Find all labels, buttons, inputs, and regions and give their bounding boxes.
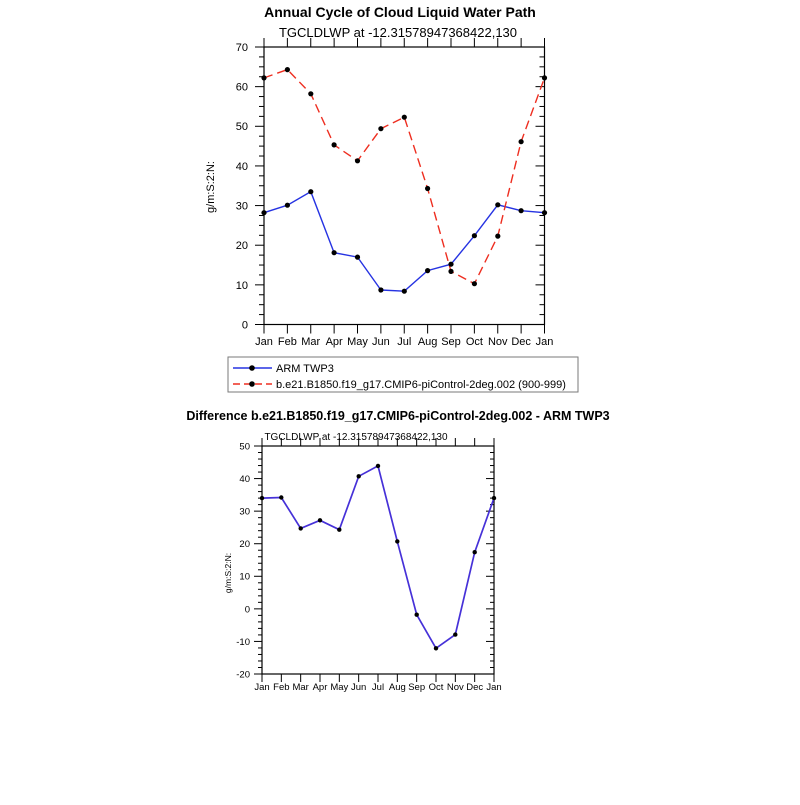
x-tick-label: Apr [312, 682, 328, 693]
data-point-marker [519, 208, 524, 213]
data-point-marker [453, 632, 457, 636]
y-tick-label: 10 [239, 571, 250, 583]
data-point-marker [261, 75, 266, 80]
series-line [264, 70, 545, 284]
plot-frame [262, 446, 494, 674]
data-point-marker [425, 268, 430, 273]
x-tick-label: Sep [408, 682, 426, 693]
y-tick-label: 20 [239, 539, 250, 551]
x-tick-label: Nov [446, 682, 464, 693]
x-tick-label: Jun [372, 336, 390, 348]
data-point-marker [260, 496, 264, 500]
x-tick-label: Apr [325, 336, 343, 348]
data-point-marker [308, 91, 313, 96]
x-tick-label: Dec [466, 682, 484, 693]
data-point-marker [542, 210, 547, 215]
data-point-marker [355, 158, 360, 163]
data-point-marker [378, 287, 383, 292]
data-point-marker [448, 269, 453, 274]
y-tick-label: 60 [235, 81, 248, 94]
y-tick-label: 40 [235, 160, 248, 173]
data-point-marker [355, 255, 360, 260]
y-tick-label: 10 [235, 279, 248, 292]
x-tick-label: Feb [277, 336, 297, 348]
data-point-marker [332, 250, 337, 255]
legend-label-model-run: b.e21.B1850.f19_g17.CMIP6-piControl-2deg.002 (900-999) [276, 379, 566, 391]
chart1-y-axis-label: g/m:S:2:N: [205, 161, 217, 213]
data-point-marker [542, 75, 547, 80]
x-tick-label: Mar [292, 682, 309, 693]
y-tick-label: 70 [235, 41, 248, 54]
data-point-marker [376, 464, 380, 468]
data-point-marker [434, 646, 438, 650]
x-tick-label: Jul [397, 336, 412, 348]
data-point-marker [318, 518, 322, 522]
y-tick-label: 40 [239, 473, 250, 485]
data-point-marker [472, 233, 477, 238]
y-tick-label: 50 [239, 441, 250, 453]
data-point-marker [337, 528, 341, 532]
data-point-marker [473, 550, 477, 554]
y-tick-label: 50 [235, 121, 248, 134]
chart2-title: Difference b.e21.B1850.f19_g17.CMIP6-piControl-2deg.002 - ARM TWP3 [186, 409, 610, 423]
data-point-marker [495, 202, 500, 207]
series-line [264, 192, 545, 292]
x-tick-label: May [347, 336, 368, 348]
x-tick-label: Dec [511, 336, 531, 348]
chart2-y-axis-label: g/m:S:2:N: [223, 552, 233, 594]
data-point-marker [402, 115, 407, 120]
data-point-marker [279, 495, 283, 499]
y-tick-label: 30 [239, 506, 250, 518]
x-tick-label: Jun [351, 682, 367, 693]
data-point-marker [285, 67, 290, 72]
legend-marker-icon [249, 381, 255, 387]
chart1-title: Annual Cycle of Cloud Liquid Water Path [264, 4, 536, 20]
legend-label-arm-twp3: ARM TWP3 [276, 363, 334, 375]
x-tick-label: Jan [254, 682, 270, 693]
series-line [262, 466, 494, 648]
data-point-marker [378, 126, 383, 131]
chart2-subtitle: TGCLDLWP at -12.31578947368422,130 [264, 432, 448, 443]
chart1-plot-area [236, 38, 554, 348]
chart2-plot-area [236, 438, 501, 693]
x-tick-label: Aug [417, 336, 438, 348]
data-point-marker [402, 289, 407, 294]
data-point-marker [448, 262, 453, 267]
x-tick-label: Oct [428, 682, 444, 693]
data-point-marker [285, 203, 290, 208]
data-point-marker [308, 189, 313, 194]
chart1-subtitle: TGCLDLWP at -12.31578947368422,130 [278, 25, 518, 40]
data-point-marker [519, 139, 524, 144]
data-point-marker [415, 613, 419, 617]
x-tick-label: Mar [301, 336, 321, 348]
legend-marker-icon [249, 365, 255, 371]
y-tick-label: 20 [235, 240, 248, 253]
x-tick-label: Jan [535, 336, 554, 348]
x-tick-label: Jan [486, 682, 502, 693]
y-tick-label: -10 [236, 636, 250, 648]
x-tick-label: May [330, 682, 349, 693]
y-tick-label: 0 [241, 319, 248, 332]
x-tick-label: Nov [487, 336, 508, 348]
x-tick-label: Sep [441, 336, 461, 348]
x-tick-label: Jul [371, 682, 385, 693]
y-tick-label: 0 [244, 604, 250, 616]
x-tick-label: Feb [273, 682, 290, 693]
legend [228, 357, 578, 392]
data-point-marker [395, 539, 399, 543]
x-tick-label: Oct [465, 336, 483, 348]
data-point-marker [299, 526, 303, 530]
x-tick-label: Aug [388, 682, 406, 693]
data-point-marker [261, 210, 266, 215]
y-tick-label: -20 [236, 669, 250, 681]
data-point-marker [332, 142, 337, 147]
y-tick-label: 30 [235, 200, 248, 213]
data-point-marker [492, 496, 496, 500]
data-point-marker [357, 474, 361, 478]
plot-frame [264, 47, 545, 325]
data-point-marker [472, 281, 477, 286]
data-point-marker [425, 186, 430, 191]
data-point-marker [495, 234, 500, 239]
x-tick-label: Jan [255, 336, 273, 348]
